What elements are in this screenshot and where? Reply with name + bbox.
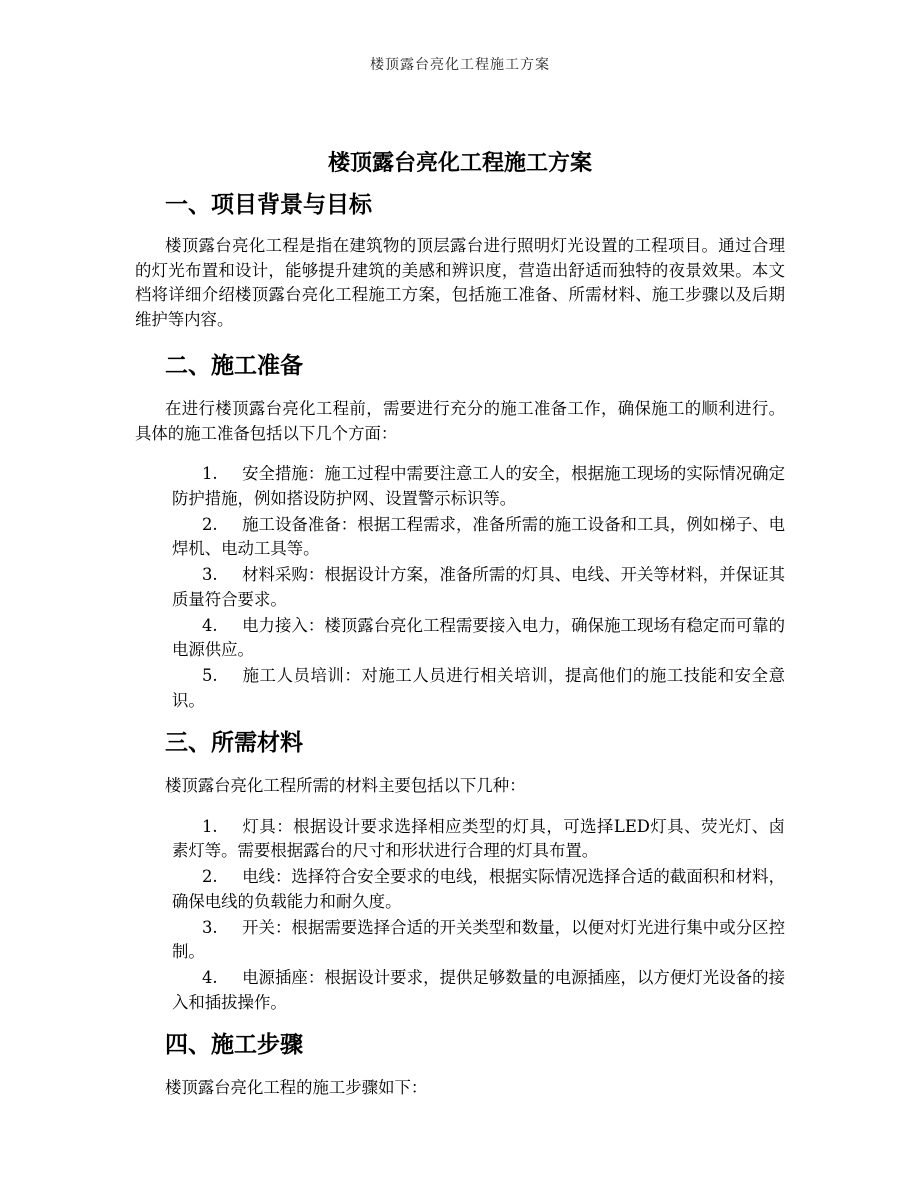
preparation-list: [135, 462, 785, 713]
list-item: 2. 施工设备准备：根据工程需求，准备所需的施工设备和工具，例如梯子、电焊机、电动工具等。: [172, 514, 785, 558]
section-paragraph-steps: 楼顶露台亮化工程的施工步骤如下：: [165, 1078, 428, 1097]
list-item: 1. 安全措施：施工过程中需要注意工人的安全，根据施工现场的实际情况确定防护措施，例如搭设防护网、设置警示标识等。: [172, 464, 785, 508]
materials-list: [135, 815, 785, 1016]
running-header: 楼顶露台亮化工程施工方案: [370, 57, 550, 73]
section-heading-preparation: 二、施工准备: [165, 353, 303, 379]
section-heading-background: 一、项目背景与目标: [165, 192, 372, 218]
document-title: 楼顶露台亮化工程施工方案: [327, 151, 592, 176]
document-body: [135, 188, 785, 1101]
list-item: 3. 材料采购：根据设计方案，准备所需的灯具、电线、开关等材料，并保证其质量符合要求。: [172, 565, 785, 609]
list-item: 3. 开关：根据需要选择合适的开关类型和数量，以便对灯光进行集中或分区控制。: [172, 917, 785, 961]
list-item: 1. 灯具：根据设计要求选择相应类型的灯具，可选择LED灯具、荧光灯、卤素灯等。需要根据露台的尺寸和形状进行合理的灯具布置。: [172, 816, 785, 860]
section-paragraph-background: 楼顶露台亮化工程是指在建筑物的顶层露台进行照明灯光设置的工程项目。通过合理的灯光布置和设计，能够提升建筑的美感和辨识度，营造出舒适而独特的夜景效果。本文档将详细介绍楼顶露台亮化工程施工方案，包括施工准备、所需材料、施工步骤以及后期维护等内容。: [135, 236, 785, 329]
list-item: 5. 施工人员培训：对施工人员进行相关培训，提高他们的施工技能和安全意识。: [172, 666, 785, 710]
section-paragraph-preparation: 在进行楼顶露台亮化工程前，需要进行充分的施工准备工作，确保施工的顺利进行。具体的施工准备包括以下几个方面：: [135, 399, 785, 443]
section-heading-steps: 四、施工步骤: [165, 1032, 303, 1058]
list-item: 4. 电源插座：根据设计要求，提供足够数量的电源插座，以方便灯光设备的接入和插拔操作。: [172, 968, 785, 1012]
list-item: 4. 电力接入：楼顶露台亮化工程需要接入电力，确保施工现场有稳定而可靠的电源供应。: [172, 615, 785, 659]
section-heading-materials: 三、所需材料: [165, 730, 303, 756]
list-item: 2. 电线：选择符合安全要求的电线，根据实际情况选择合适的截面积和材料，确保电线的负载能力和耐久度。: [172, 867, 785, 911]
section-paragraph-materials: 楼顶露台亮化工程所需的材料主要包括以下几种：: [165, 776, 526, 795]
